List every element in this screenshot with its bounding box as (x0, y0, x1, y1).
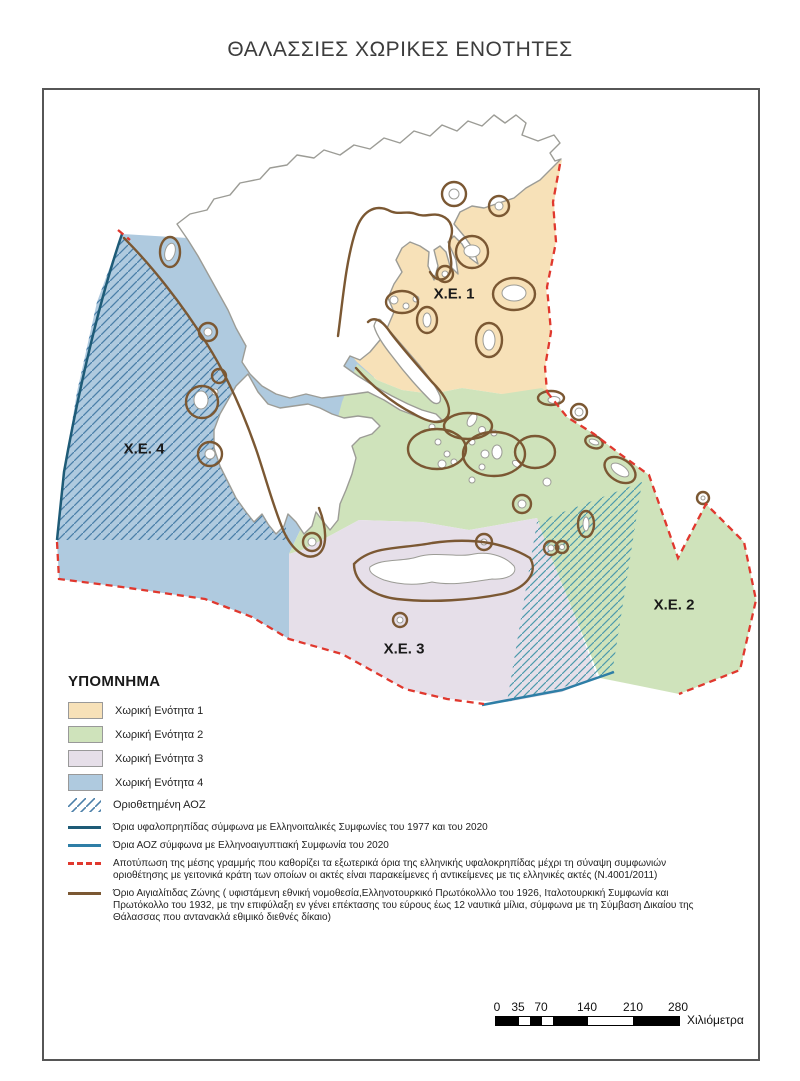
legend-area-eez: Οριοθετημένη ΑΟΖ (68, 798, 728, 812)
eez-hatch-swatch (68, 798, 101, 812)
legend-header: ΥΠΟΜΝΗΜΑ (68, 673, 161, 690)
legend-area-1: Χωρική Ενότητα 1 (68, 702, 728, 719)
legend (68, 673, 728, 930)
scale-bar-unit: Χιλιόμετρα (687, 1013, 744, 1027)
zone-3-swatch (68, 750, 103, 767)
legend-line-median: Αποτύπωση της μέσης γραμμής που καθορίζει τα εξωτερικά όρια της ελληνικής υφαλοκρηπίδας μέχρι τη σύναψη συμφωνιών οριοθέτησης με γειτονικά κράτη των οποίων οι ακτές είναι παρακείμενες ή αντικείμενες με τις ελληνικές ακτές (Ν.4001/2011) (68, 858, 728, 882)
map-frame (42, 88, 760, 1061)
scale-bar (495, 1000, 745, 1040)
zone-label-xe2: Χ.Ε. 2 (653, 596, 695, 614)
legend-line-territorial: Όριο Αιγιαλίτιδας Ζώνης ( υφιστάμενη εθνική νομοθεσία,Ελληνοτουρκικό Πρωτόκολλλο του 1926, Ιταλοτουρκική Συμφωνία και Πρωτόκολλο του 1932, με την επιφύλαξη εν γένει επέκτασης του εύρους έως 12 ναυτικά μίλια, σύμφωνα με τη Σύμβαση Δικαίου της Θάλασσας που αντανακλά εθιμικό διεθνές δίκαιο) (68, 888, 728, 924)
legend-line-eez-egypt: Όρια ΑΟΖ σύμφωνα με Ελληνοαιγυπτιακή Συμφωνία του 2020 (68, 840, 728, 852)
legend-area-3: Χωρική Ενότητα 3 (68, 750, 728, 767)
zone-4-swatch (68, 774, 103, 791)
zone-1-swatch (68, 702, 103, 719)
legend-line-shelf-italy: Όρια υφαλοπρηπίδας σύμφωνα με Ελληνοιταλικές Συμφωνίες του 1977 και του 2020 (68, 822, 728, 834)
legend-area-4: Χωρική Ενότητα 4 (68, 774, 728, 791)
legend-area-2: Χωρική Ενότητα 2 (68, 726, 728, 743)
scale-bar-ticks: 0 35 70 140 210 280 (493, 1000, 689, 1014)
scale-bar-segments (495, 1016, 680, 1026)
zone-label-xe4: Χ.Ε. 4 (123, 440, 165, 458)
zone-2-swatch (68, 726, 103, 743)
zone-label-xe3: Χ.Ε. 3 (383, 640, 425, 658)
page-title: ΘΑΛΑΣΣΙΕΣ ΧΩΡΙΚΕΣ ΕΝΟΤΗΤΕΣ (227, 38, 573, 61)
zone-label-xe1: Χ.Ε. 1 (433, 285, 475, 303)
